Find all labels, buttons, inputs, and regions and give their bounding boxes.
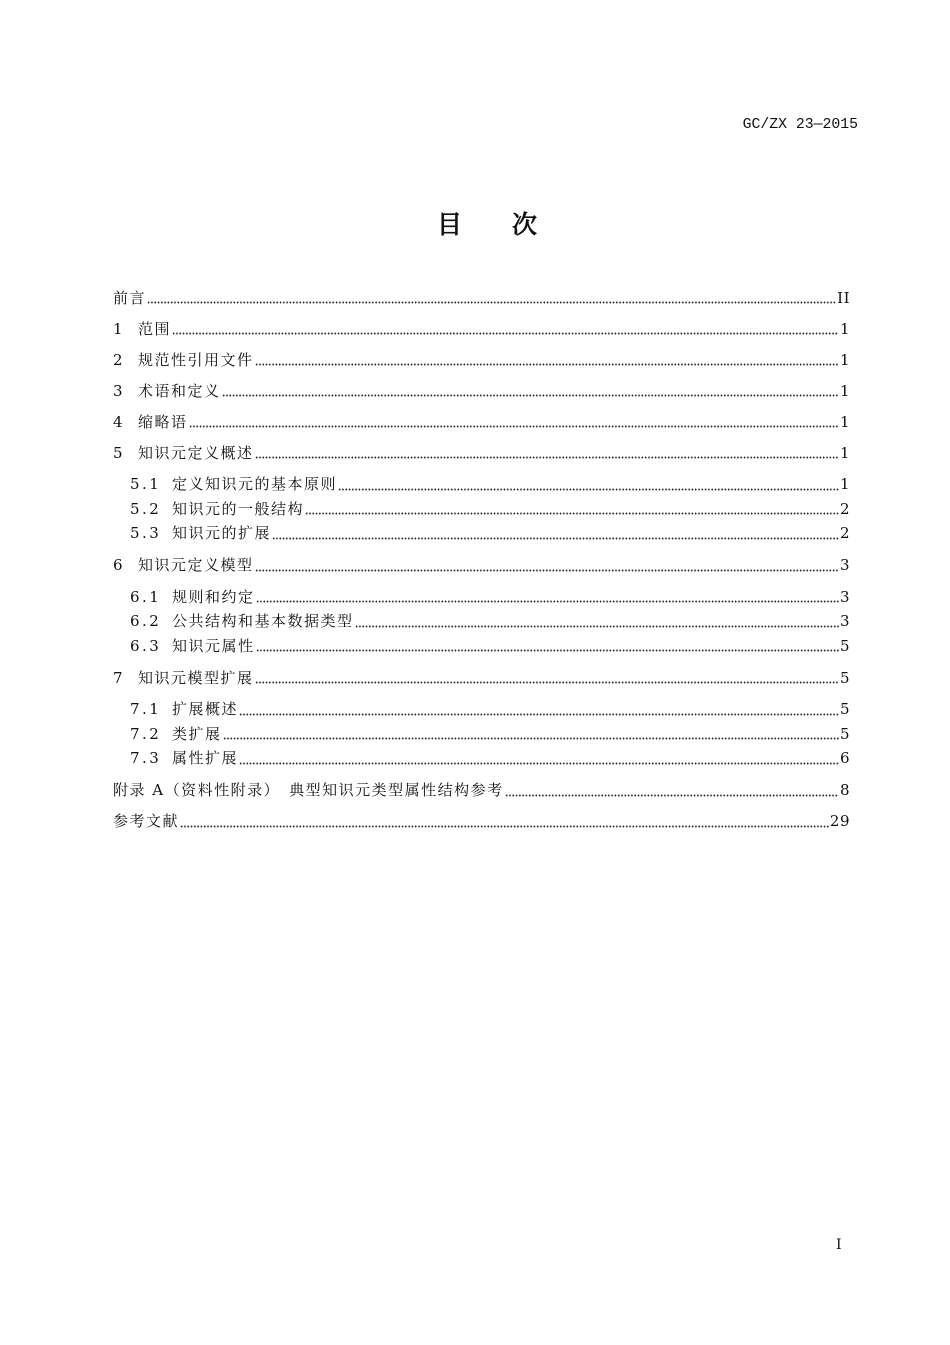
toc-entry-7-2 xyxy=(113,722,850,747)
toc-entry-page: 1 xyxy=(839,350,850,369)
toc-entry-number: 5.2 xyxy=(130,499,162,518)
leader-dots xyxy=(505,794,839,797)
leader-dots xyxy=(338,488,839,491)
toc-entry-number: 7 xyxy=(113,668,124,687)
leader-dots xyxy=(256,600,839,603)
toc-entry-page: 3 xyxy=(839,587,850,606)
toc-entry-title: 规范性引用文件 xyxy=(138,350,254,369)
toc-entry-title: 术语和定义 xyxy=(138,381,221,400)
toc-entry-title: 知识元模型扩展 xyxy=(138,668,254,687)
toc-entry-title: 范围 xyxy=(138,319,172,338)
leader-dots xyxy=(256,649,839,652)
toc-entry-title: 扩展概述 xyxy=(172,700,239,718)
toc-entry-page: 8 xyxy=(839,781,850,799)
toc-entry-title: 知识元定义模型 xyxy=(138,556,254,574)
toc-entry-5-1 xyxy=(113,472,850,497)
toc-entry-title: 定义知识元的基本原则 xyxy=(172,475,338,493)
leader-dots xyxy=(147,301,836,304)
toc-entry-bibliography xyxy=(113,809,850,834)
leader-dots xyxy=(172,332,839,335)
toc-entry-number: 6.2 xyxy=(130,612,162,630)
toc-entry-page: 5 xyxy=(839,700,850,718)
toc-entry-page: 1 xyxy=(839,412,850,431)
toc-entry-6-3 xyxy=(113,634,850,659)
toc-entry-5-3 xyxy=(113,521,850,546)
toc-entry-title: 规则和约定 xyxy=(172,587,255,606)
toc-entry-page: 2 xyxy=(839,499,850,518)
toc-entry-number: 2 xyxy=(113,350,124,369)
toc-entry-number: 7.1 xyxy=(130,700,162,718)
toc-entry-number: 1 xyxy=(113,319,124,338)
toc-entry-page: 29 xyxy=(829,812,850,830)
toc-entry-number: 6 xyxy=(113,556,124,574)
document-code: GC/ZX 23—2015 xyxy=(742,117,858,133)
leader-dots xyxy=(222,394,839,397)
toc-entry-page: 1 xyxy=(839,319,850,338)
toc-entry-title: 公共结构和基本数据类型 xyxy=(172,612,354,630)
toc-entry-appendix-a xyxy=(113,778,850,803)
toc-entry-7-1 xyxy=(113,697,850,722)
toc-entry-page: 5 xyxy=(839,724,850,743)
toc-entry-number: 4 xyxy=(113,412,124,431)
toc-entry-7-3 xyxy=(113,746,850,771)
toc-entry-5-2 xyxy=(113,497,850,522)
toc-entry-6-1 xyxy=(113,585,850,610)
toc-entry-4 xyxy=(113,410,850,435)
toc-entry-number: 7.3 xyxy=(130,749,162,767)
toc-entry-5 xyxy=(113,441,850,466)
toc-entry-3 xyxy=(113,379,850,404)
leader-dots xyxy=(255,681,839,684)
toc-entry-title: 附录 A（资料性附录） 典型知识元类型属性结构参考 xyxy=(113,781,504,799)
toc-entry-page: 5 xyxy=(839,668,850,687)
toc-entry-title: 前言 xyxy=(113,288,147,307)
toc-entry-1 xyxy=(113,317,850,342)
toc-entry-number: 5.1 xyxy=(130,475,162,493)
toc-entry-title: 知识元的扩展 xyxy=(172,524,272,542)
toc-entry-page: II xyxy=(837,288,850,307)
toc-entry-page: 3 xyxy=(839,612,850,630)
page-title: 目 次 xyxy=(437,210,538,239)
toc-entry-title: 知识元属性 xyxy=(172,636,255,655)
toc-entry-title: 知识元的一般结构 xyxy=(172,499,305,518)
leader-dots xyxy=(355,625,839,628)
leader-dots xyxy=(189,425,839,428)
toc-entry-number: 3 xyxy=(113,381,124,400)
toc-entry-number: 6.3 xyxy=(130,636,162,655)
toc-entry-6-2 xyxy=(113,609,850,634)
toc-entry-title: 缩略语 xyxy=(138,412,188,431)
toc-entry-number: 5 xyxy=(113,443,124,462)
toc-entry-page: 1 xyxy=(839,443,850,462)
leader-dots xyxy=(180,825,829,828)
toc-entry-page: 1 xyxy=(839,381,850,400)
leader-dots xyxy=(272,537,839,540)
page-number: I xyxy=(836,1237,842,1253)
toc-entry-page: 3 xyxy=(839,556,850,574)
toc-entry-title: 类扩展 xyxy=(172,724,222,743)
table-of-contents xyxy=(113,279,850,834)
leader-dots xyxy=(239,713,839,716)
toc-entry-page: 2 xyxy=(839,524,850,542)
toc-entry-number: 5.3 xyxy=(130,524,162,542)
toc-entry-2 xyxy=(113,348,850,373)
leader-dots xyxy=(255,363,839,366)
leader-dots xyxy=(239,762,839,765)
toc-entry-title: 参考文献 xyxy=(113,812,180,830)
toc-entry-title: 属性扩展 xyxy=(172,749,239,767)
leader-dots xyxy=(223,737,839,740)
leader-dots xyxy=(255,569,839,572)
toc-entry-number: 7.2 xyxy=(130,724,162,743)
toc-entry-foreword xyxy=(113,286,850,311)
toc-entry-page: 6 xyxy=(839,749,850,767)
toc-entry-page: 5 xyxy=(839,636,850,655)
toc-entry-page: 1 xyxy=(839,475,850,493)
leader-dots xyxy=(255,456,839,459)
leader-dots xyxy=(305,512,839,515)
toc-entry-7 xyxy=(113,666,850,691)
toc-entry-title: 知识元定义概述 xyxy=(138,443,254,462)
toc-entry-number: 6.1 xyxy=(130,587,162,606)
toc-entry-6 xyxy=(113,553,850,578)
